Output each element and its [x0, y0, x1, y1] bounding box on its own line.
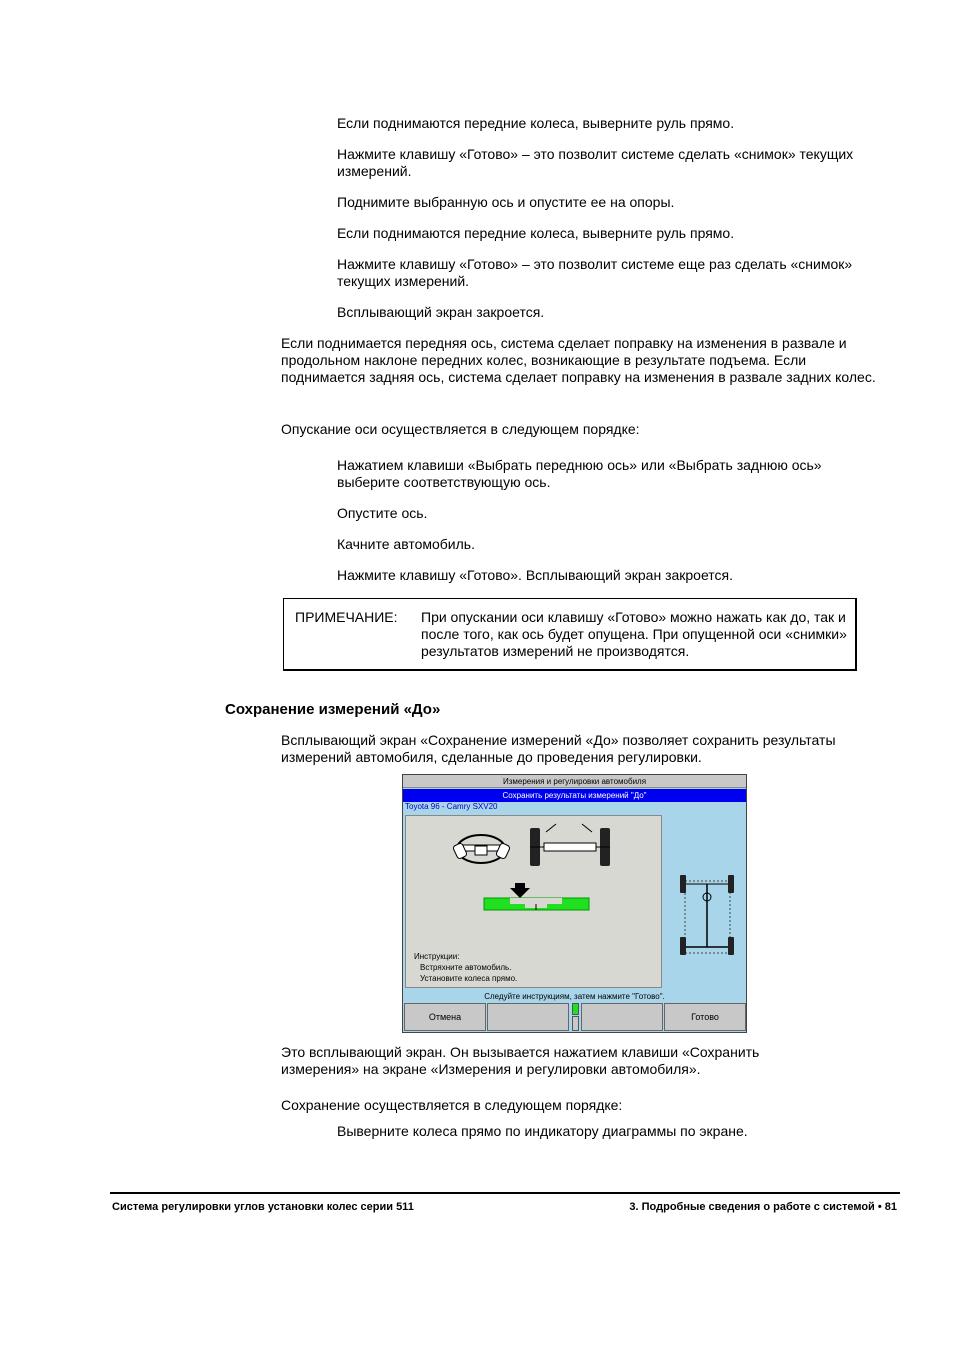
- step-text: Нажмите клавишу «Готово». Всплывающий экран закроется.: [337, 567, 734, 583]
- instruction-panel: [405, 815, 662, 988]
- cancel-button[interactable]: Отмена: [404, 1003, 486, 1031]
- status-indicator-off: [572, 1016, 579, 1031]
- popup-title: Сохранить результаты измерений "До": [403, 789, 746, 802]
- instructions: [414, 951, 517, 984]
- step-text: Если поднимаются передние колеса, выверните руль прямо.: [337, 225, 735, 241]
- status-indicator: [572, 1003, 579, 1015]
- status-bar: Следуйте инструкциям, затем нажмите "Готово".: [484, 992, 665, 1001]
- body-paragraph: Опускание оси осуществляется в следующем порядке:: [281, 421, 640, 437]
- step-text: Если поднимаются передние колеса, выверните руль прямо.: [337, 115, 735, 131]
- step-text: Нажмите клавишу «Готово» – это позволит системе еще раз сделать «снимок» текущих измерений.: [337, 256, 853, 289]
- step-text: Нажмите клавишу «Готово» – это позволит системе сделать «снимок» текущих измерений.: [337, 146, 854, 179]
- footer-rule: [110, 1192, 900, 1194]
- section-heading: Сохранение измерений «До»: [225, 701, 441, 718]
- step-text: Поднимите выбранную ось и опустите ее на опоры.: [337, 194, 675, 210]
- footer-left: Система регулировки углов установки колес серии 511: [112, 1201, 414, 1213]
- step-text: Качните автомобиль.: [337, 536, 475, 552]
- popup-screenshot: [402, 774, 747, 1033]
- body-paragraph: Это всплывающий экран. Он вызывается нажатием клавиши «Сохранить измерения» на экране «Измерения и регулировки автомобиля».: [281, 1044, 760, 1077]
- vehicle-label: Toyota 96 - Camry SXV20: [405, 802, 498, 811]
- done-button[interactable]: Готово: [664, 1003, 746, 1031]
- vehicle-diagram-icon: [673, 873, 743, 963]
- note-text: При опускании оси клавишу «Готово» можно нажать как до, так и после того, как ось будет опущена. При опущенной оси «снимки» результатов измерений не производятся.: [421, 609, 847, 659]
- note-box: [283, 598, 857, 671]
- step-text: Выверните колеса прямо по индикатору диаграммы по экране.: [337, 1123, 748, 1139]
- step-text: Всплывающий экран закроется.: [337, 304, 545, 320]
- body-paragraph: Сохранение осуществляется в следующем порядке:: [281, 1097, 623, 1113]
- empty-softkey-button[interactable]: [487, 1003, 569, 1031]
- body-paragraph: Всплывающий экран «Сохранение измерений «До» позволяет сохранить результаты измерений автомобиля, сделанные до проведения регулировки.: [281, 732, 836, 765]
- alignment-diagram: [406, 816, 661, 946]
- front-axle-icon: [530, 824, 610, 866]
- step-text: Опустите ось.: [337, 505, 428, 521]
- instruction-item: Встряхните автомобиль.: [420, 963, 512, 972]
- straight-ahead-indicator: [484, 883, 589, 910]
- footer-right: 3. Подробные сведения о работе с системой • 81: [629, 1201, 897, 1213]
- instruction-item: Установите колеса прямо.: [420, 974, 518, 983]
- empty-softkey-button[interactable]: [581, 1003, 663, 1031]
- body-paragraph: Если поднимается передняя ось, система сделает поправку на изменения в развале и продольном наклоне передних колес, возникающие в результате подъема. Если поднимается задняя ось, система сделает поправку на изменения в развале задних колес.: [281, 335, 876, 385]
- window-title: Измерения и регулировки автомобиля: [403, 775, 746, 788]
- note-label: ПРИМЕЧАНИЕ:: [295, 609, 398, 625]
- instructions-title: Инструкции:: [414, 952, 460, 961]
- step-text: Нажатием клавиши «Выбрать переднюю ось» или «Выбрать заднюю ось» выберите соответствующую ось.: [337, 457, 822, 490]
- steering-wheel-icon: [453, 835, 511, 863]
